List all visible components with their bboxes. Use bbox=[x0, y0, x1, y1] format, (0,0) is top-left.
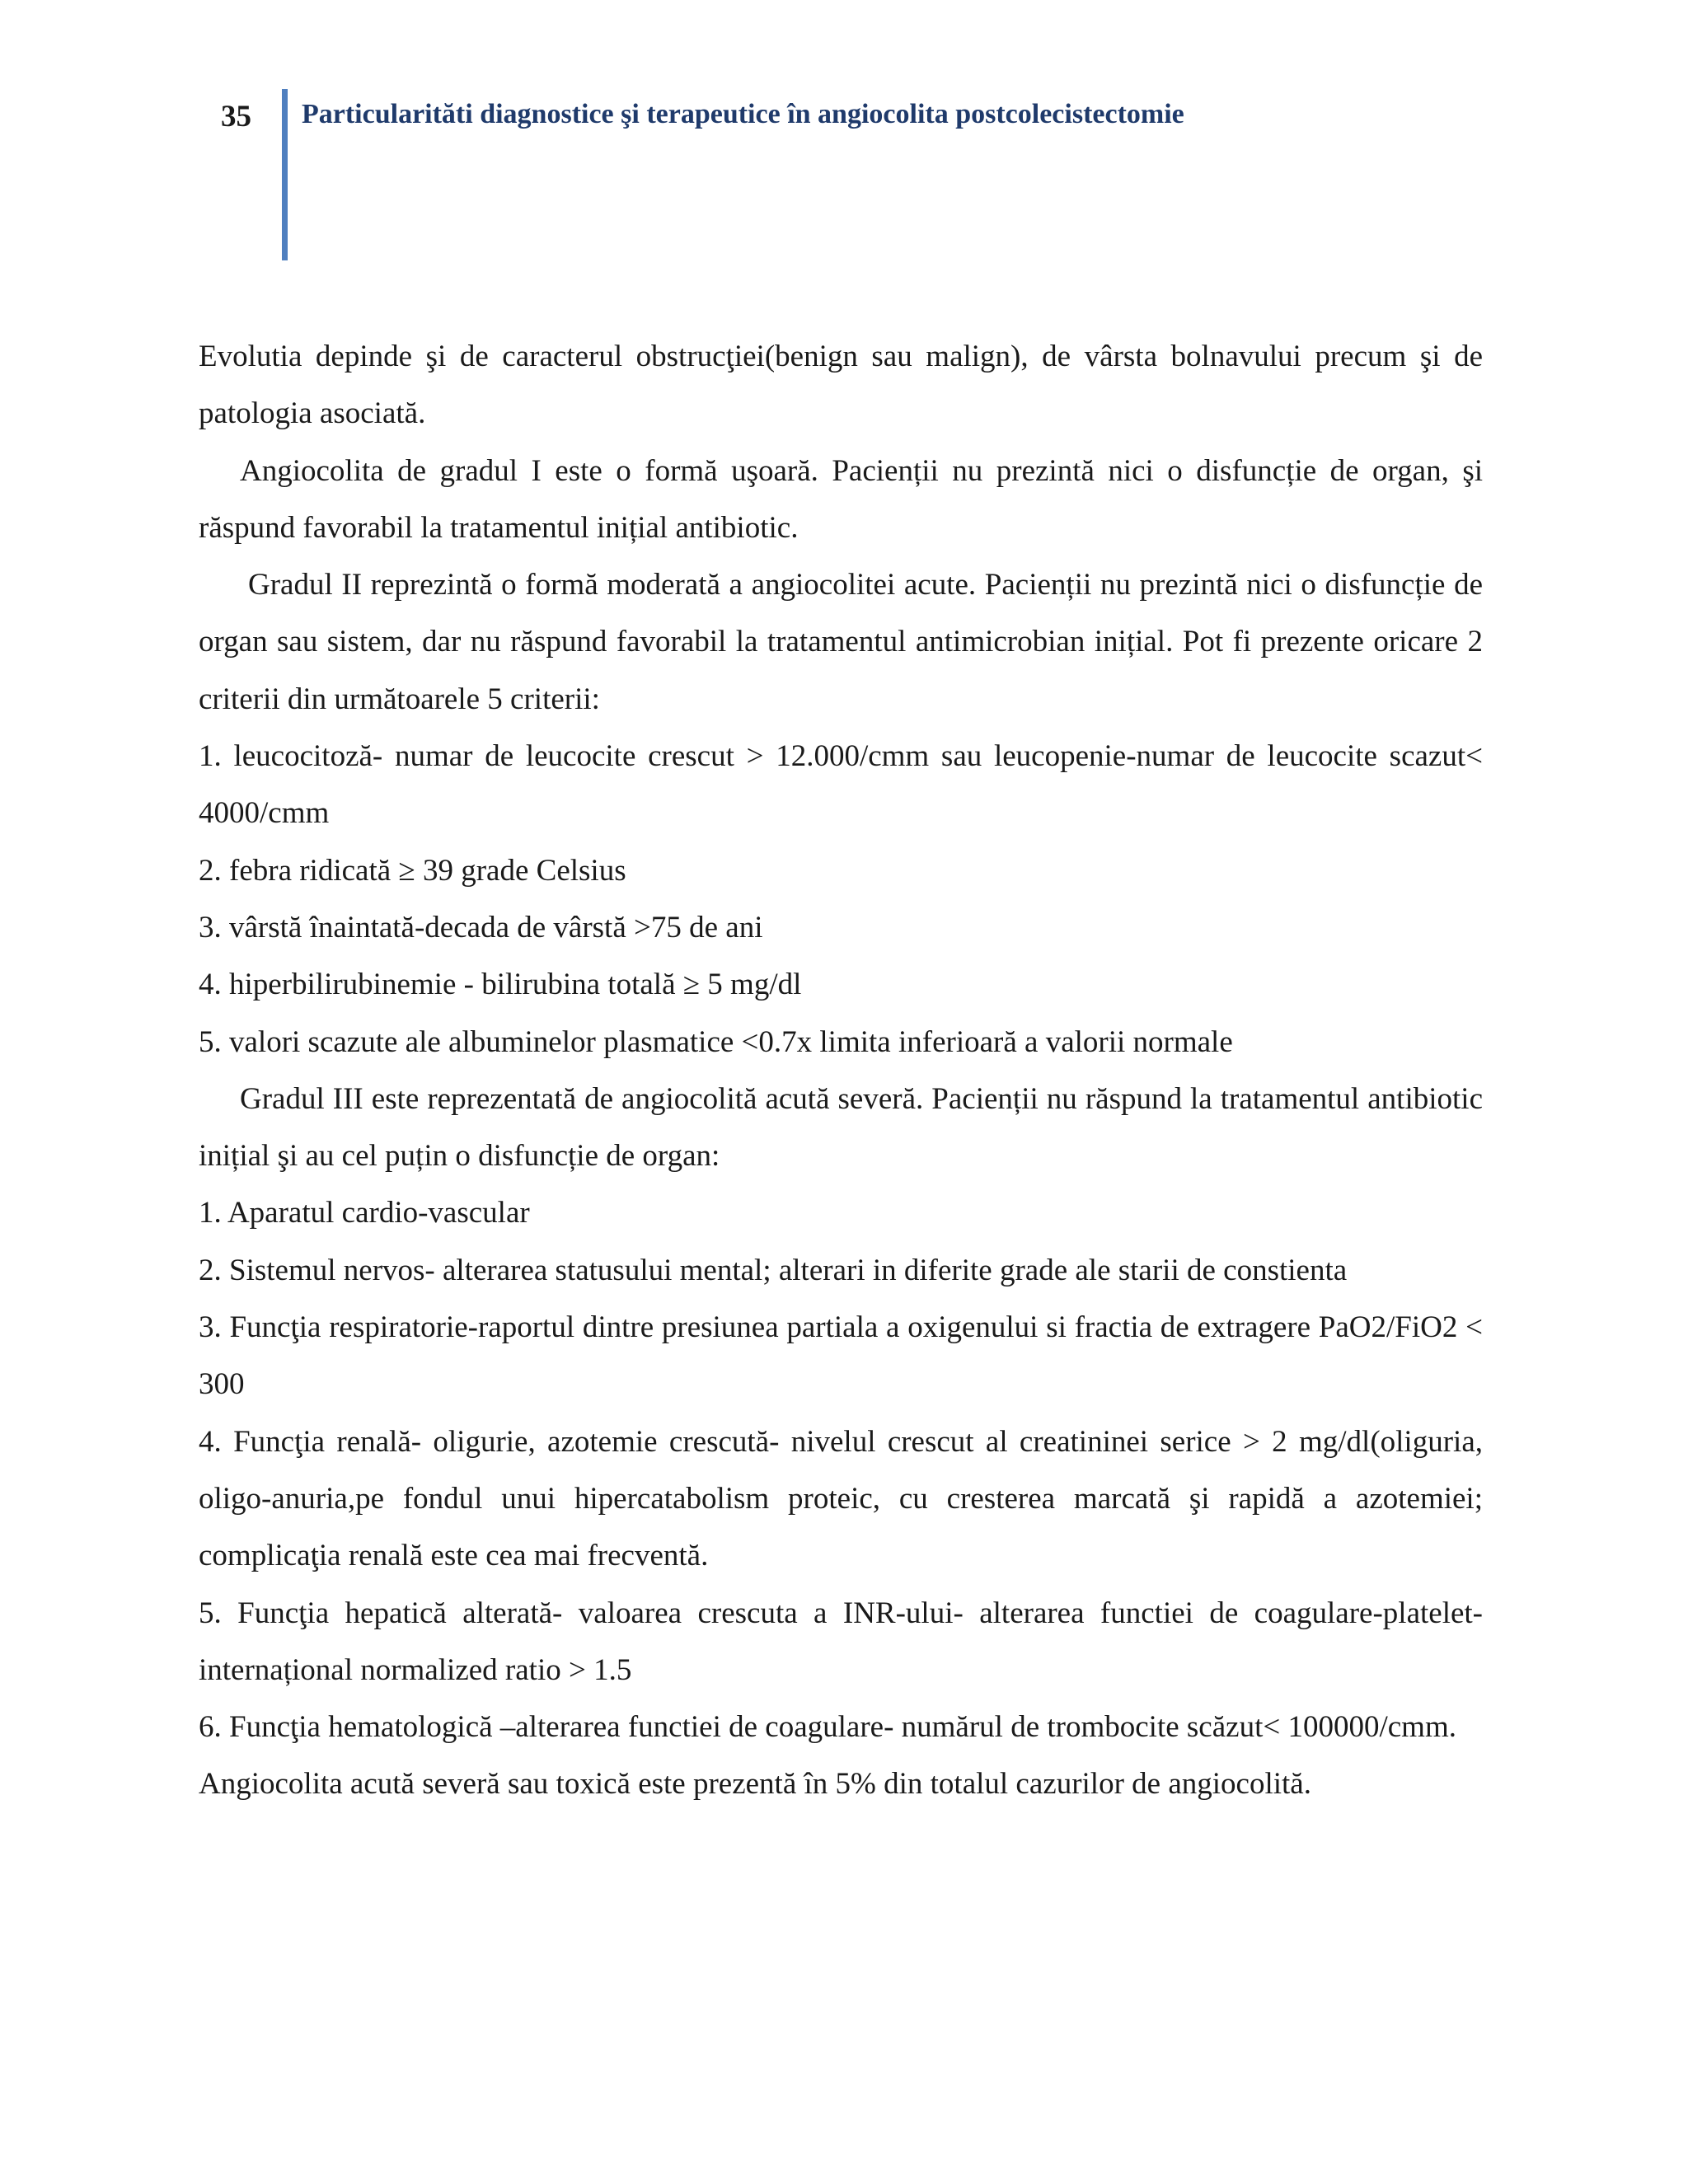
paragraph-grade-2: Gradul II reprezintă o formă moderată a angiocolitei acute. Pacienții nu prezintă nici o disfuncție de organ sau sistem, dar nu răspund favorabil la tratamentul antimicrobian inițial. Pot fi prezente oricare 2 criterii din următoarele 5 criterii: bbox=[199, 568, 1483, 716]
page-number: 35 bbox=[221, 100, 251, 134]
list-item-grade-3-organ-5: 5. Funcţia hepatică alterată- valoarea crescuta a INR-ului- alterarea functiei de coagulare-platelet-internațional normalized ratio > 1.5 bbox=[199, 1596, 1483, 1687]
list-item-grade-3-organ-3: 3. Funcţia respiratorie-raportul dintre presiunea partiala a oxigenului si fractia de extragere PaO2/FiO2 < 300 bbox=[199, 1310, 1483, 1402]
paragraph-evolution: Evolutia depinde şi de caracterul obstrucţiei(benign sau malign), de vârsta bolnavului precum şi de patologia asociată. bbox=[199, 340, 1483, 431]
paragraph-grade-1: Angiocolita de gradul I este o formă uşoară. Pacienții nu prezintă nici o disfuncție de organ, şi răspund favorabil la tratamentul inițial antibiotic. bbox=[199, 453, 1483, 545]
paragraph-conclusion: Angiocolita acută severă sau toxică este prezentă în 5% din totalul cazurilor de angiocolită. bbox=[199, 1767, 1311, 1802]
list-item-grade-2-criterion-5: 5. valori scazute ale albuminelor plasmatice <0.7x limita inferioară a valorii normale bbox=[199, 1024, 1233, 1059]
list-item-grade-2-criterion-3: 3. vârstă înaintată-decada de vârstă >75 de ani bbox=[199, 910, 763, 944]
document-body bbox=[199, 328, 1483, 1813]
running-title: Particularităti diagnostice şi terapeutice în angiocolita postcolecistectomie bbox=[302, 99, 1184, 129]
list-item-grade-2-criterion-1: 1. leucocitoză- numar de leucocite crescut > 12.000/cmm sau leucopenie-numar de leucocite scazut< 4000/cmm bbox=[199, 739, 1483, 831]
paragraph-grade-3: Gradul III este reprezentată de angiocolită acută severă. Pacienții nu răspund la tratamentul antibiotic inițial şi au cel puțin o disfuncție de organ: bbox=[199, 1081, 1483, 1174]
page-header bbox=[0, 0, 1688, 272]
list-item-grade-2-criterion-2: 2. febra ridicată ≥ 39 grade Celsius bbox=[199, 853, 626, 888]
header-divider bbox=[282, 89, 288, 260]
list-item-grade-3-organ-2: 2. Sistemul nervos- alterarea statusului mental; alterari in diferite grade ale starii de constienta bbox=[199, 1253, 1348, 1287]
list-item-grade-3-organ-6: 6. Funcţia hematologică –alterarea functiei de coagulare- numărul de trombocite scăzut< 100000/cmm. bbox=[199, 1710, 1456, 1745]
list-item-grade-3-organ-1: 1. Aparatul cardio-vascular bbox=[199, 1196, 530, 1230]
list-item-grade-3-organ-4: 4. Funcţia renală- oligurie, azotemie crescută- nivelul crescut al creatininei serice > 2 mg/dl(oliguria, oligo-anuria,pe fondul unui hipercatabolism proteic, cu cresterea marcată şi rapidă a azotemiei; complicaţia renală este cea mai frecventă. bbox=[199, 1424, 1483, 1573]
list-item-grade-2-criterion-4: 4. hiperbilirubinemie - bilirubina totală ≥ 5 mg/dl bbox=[199, 968, 802, 1002]
